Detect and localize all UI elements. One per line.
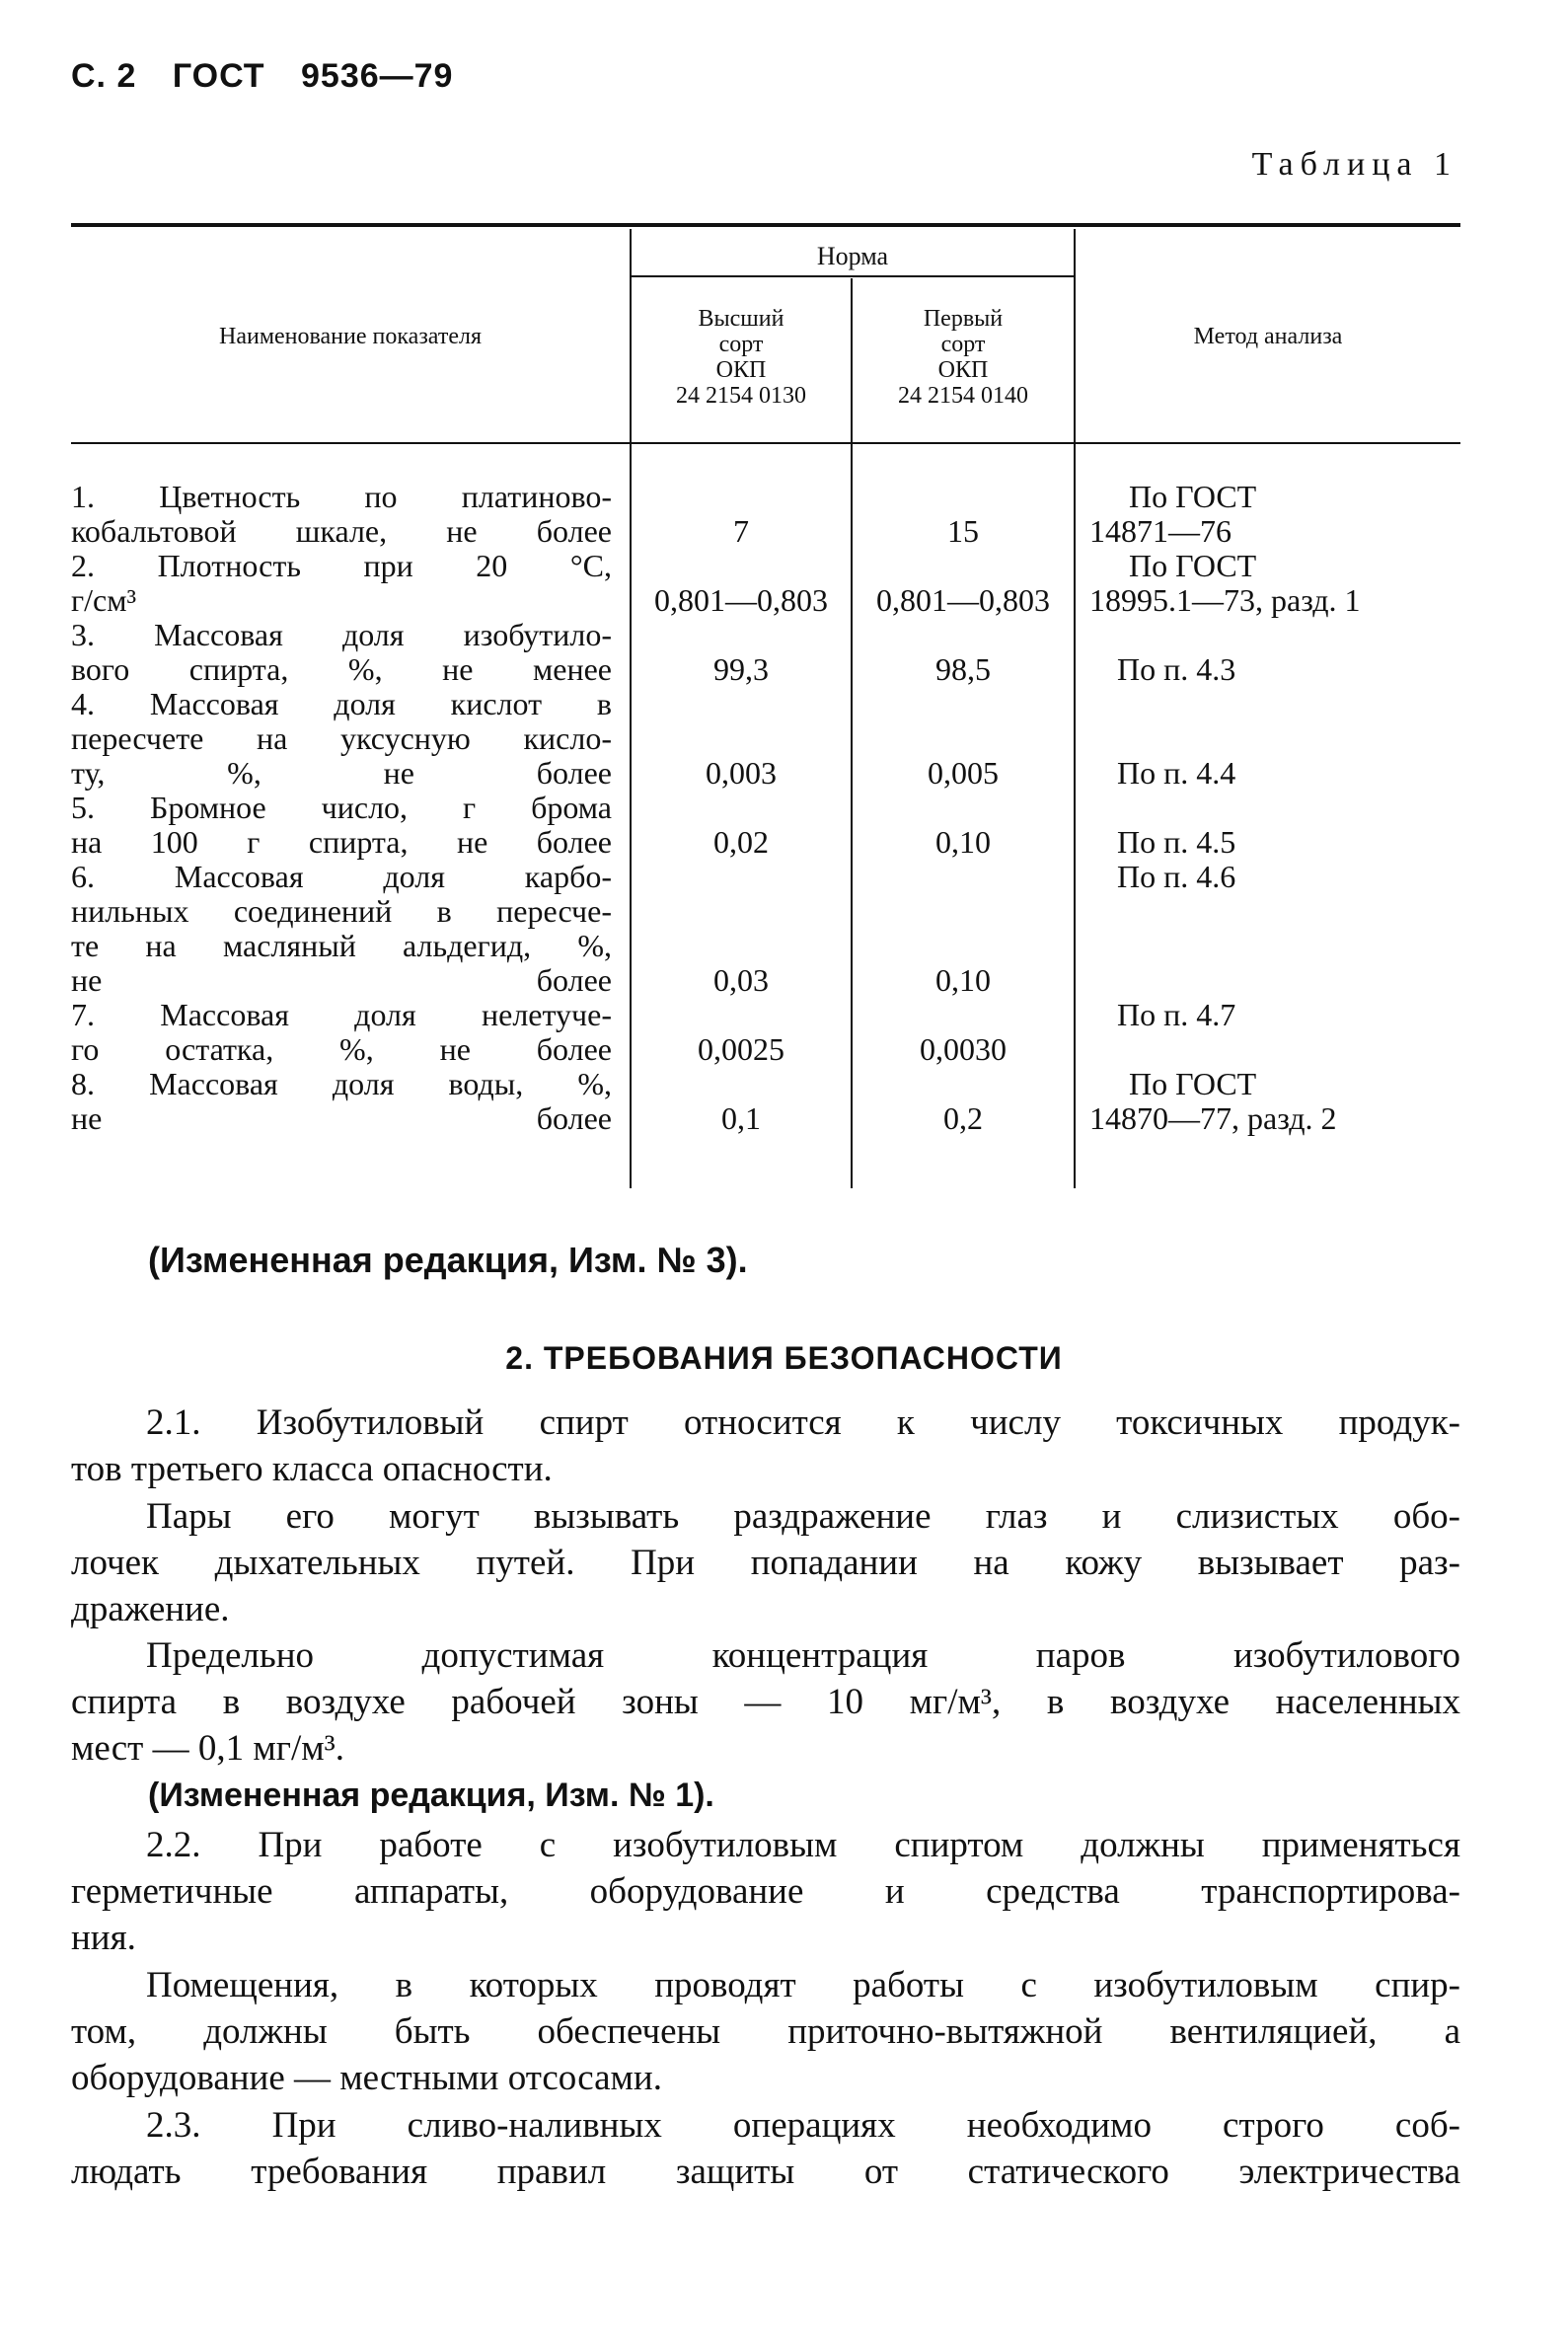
table-cell-top: 0,03	[713, 962, 769, 998]
table-cell-first: 0,005	[928, 755, 999, 791]
table-cell-method: По ГОСТ 18995.1—73, разд. 1	[1089, 548, 1361, 618]
table-row-name: 3. Массовая доля изобутило- вого спирта, %, не менее	[71, 617, 612, 687]
table-cell-method: По п. 4.3	[1117, 651, 1236, 687]
table-row-name: 1. Цветность по платиново- кобальтовой шкале, не более	[71, 479, 612, 549]
table-row-name: 7. Массовая доля нелетуче- го остатка, %, не более	[71, 997, 612, 1067]
table-header-bottom-rule	[71, 442, 1460, 444]
table-cell-method: По ГОСТ 14870—77, разд. 2	[1089, 1066, 1337, 1136]
table-cell-top: 7	[733, 513, 749, 549]
column-header-method: Метод анализа	[1193, 324, 1343, 349]
column-header-first-grade: Первый сорт ОКП 24 2154 0140	[898, 306, 1028, 409]
column-header-top-grade: Высший сорт ОКП 24 2154 0130	[676, 306, 806, 409]
table-top-rule	[71, 223, 1460, 227]
standard-number: 9536—79	[301, 57, 454, 95]
page-number: С. 2	[71, 57, 137, 95]
paragraph-2-1: 2.1. Изобутиловый спирт относится к числу токсичных продук- тов третьего класса опасности.	[71, 1402, 1460, 1489]
norm-subheader-rule	[632, 275, 1074, 277]
table-divider-method	[1074, 229, 1076, 1188]
table-cell-method: По п. 4.7	[1117, 997, 1236, 1032]
table-row-name: 2. Плотность при 20 °С, г/см³	[71, 548, 612, 618]
paragraph-vapors: Пары его могут вызывать раздражение глаз и слизистых обо- лочек дыхательных путей. При попадании на кожу вызывает раз- дражение.	[71, 1496, 1460, 1629]
section-title: 2. ТРЕБОВАНИЯ БЕЗОПАСНОСТИ	[505, 1340, 1063, 1376]
table-row-name: 8. Массовая доля воды, %, не более	[71, 1066, 612, 1136]
table-cell-top: 0,801—0,803	[654, 582, 828, 618]
standard-label: ГОСТ	[172, 57, 265, 95]
table-cell-method: По п. 4.6	[1117, 859, 1236, 894]
paragraph-2-2: 2.2. При работе с изобутиловым спиртом должны применяться герметичные аппараты, оборудование и средства транспортирова- ния.	[71, 1825, 1460, 1958]
table-cell-top: 0,003	[706, 755, 777, 791]
table-row-name: 5. Бромное число, г брома на 100 г спирта, не более	[71, 790, 612, 860]
table-cell-first: 0,801—0,803	[876, 582, 1050, 618]
table-cell-first: 0,2	[943, 1100, 983, 1136]
table-cell-top: 99,3	[713, 651, 769, 687]
table-cell-top: 0,0025	[698, 1031, 784, 1067]
table-cell-method: По п. 4.5	[1117, 824, 1236, 860]
table-cell-first: 15	[947, 513, 979, 549]
table-cell-top: 0,02	[713, 824, 769, 860]
table-row-name: 4. Массовая доля кислот в пересчете на уксусную кисло- ту, %, не более	[71, 686, 612, 791]
table-cell-first: 98,5	[935, 651, 991, 687]
table-caption: Таблица 1	[1251, 146, 1457, 183]
table-cell-first: 0,10	[935, 962, 991, 998]
paragraph-premises: Помещения, в которых проводят работы с изобутиловым спир- том, должны быть обеспечены приточно-вытяжной вентиляцией, а оборудование — местными отсосами.	[71, 1965, 1460, 2098]
column-header-norm: Норма	[816, 242, 889, 270]
table-cell-top: 0,1	[721, 1100, 761, 1136]
table-row-name: 6. Массовая доля карбо- нильных соединений в пересче- те на масляный альдегид, %, не более	[71, 859, 612, 998]
column-header-name: Наименование показателя	[219, 324, 482, 349]
page-header	[71, 57, 479, 96]
paragraph-2-3: 2.3. При сливо-наливных операциях необходимо строго соб- людать требования правил защиты от статического электричества	[71, 2105, 1460, 2192]
amendment-note-3: (Измененная редакция, Изм. № 3).	[148, 1240, 748, 1280]
paragraph-concentration: Предельно допустимая концентрация паров изобутилового спирта в воздухе рабочей зоны — 10 мг/м³, в воздухе населенных мест — 0,1 мг/м³.	[71, 1635, 1460, 1769]
table-cell-first: 0,10	[935, 824, 991, 860]
table-cell-method: По ГОСТ 14871—76	[1089, 479, 1257, 549]
amendment-note-1: (Измененная редакция, Изм. № 1).	[148, 1776, 714, 1814]
table-cell-method: По п. 4.4	[1117, 755, 1236, 791]
table-cell-first: 0,0030	[920, 1031, 1007, 1067]
